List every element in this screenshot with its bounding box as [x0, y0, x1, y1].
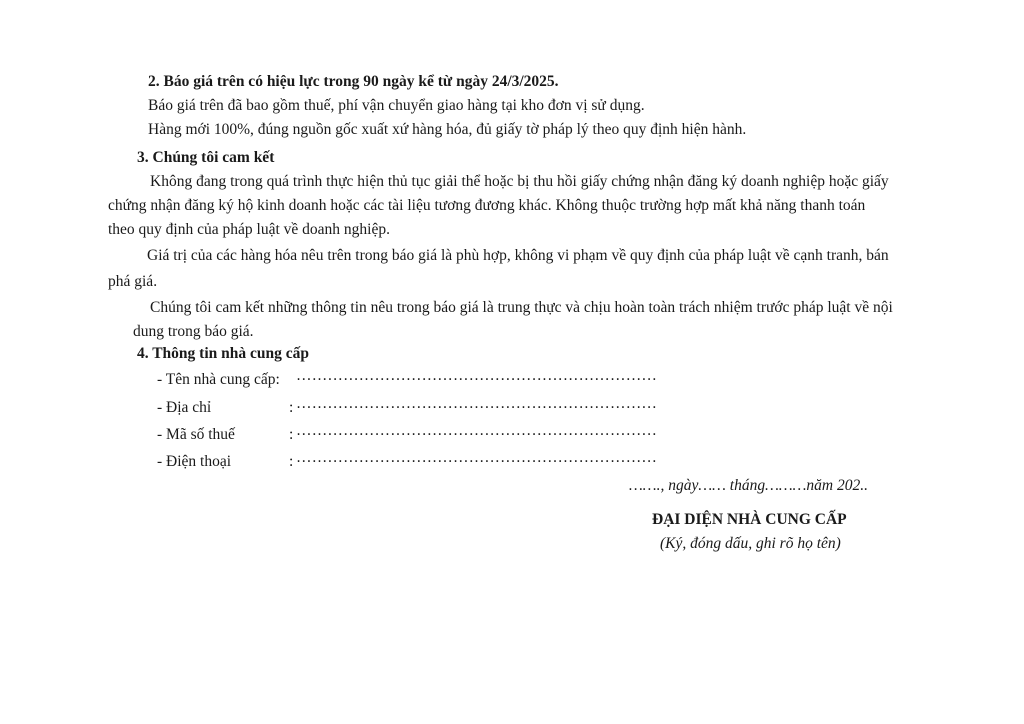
section-2-line-2: Hàng mới 100%, đúng nguồn gốc xuất xứ hàng hóa, đủ giấy tờ pháp lý theo quy định hiện hành.	[148, 121, 747, 138]
section-3-paragraph-1-line-2: chứng nhận đăng ký hộ kinh doanh hoặc các tài liệu tương đương khác. Không thuộc trường hợp mất khả năng thanh toán	[108, 197, 866, 214]
supplier-name-label: - Tên nhà cung cấp:	[157, 371, 280, 388]
phone-colon: :	[289, 453, 294, 470]
section-2-line-1: Báo giá trên đã bao gồm thuế, phí vận chuyển giao hàng tại kho đơn vị sử dụng.	[148, 97, 645, 114]
phone-blank: ……………………………………………………………	[296, 449, 658, 466]
signature-date-line: ……., ngày…… tháng………năm 202..	[629, 477, 868, 494]
signature-note: (Ký, đóng dấu, ghi rõ họ tên)	[660, 535, 841, 552]
supplier-name-blank: ……………………………………………………………	[296, 367, 658, 384]
tax-code-blank: ……………………………………………………………	[296, 422, 658, 439]
tax-code-colon: :	[289, 426, 294, 443]
section-2-heading: 2. Báo giá trên có hiệu lực trong 90 ngày kể từ ngày 24/3/2025.	[148, 73, 559, 90]
phone-label: - Điện thoại	[157, 453, 232, 470]
section-3-paragraph-1-line-1: Không đang trong quá trình thực hiện thủ tục giải thể hoặc bị thu hồi giấy chứng nhận đăng ký doanh nghiệp hoặc giấy	[150, 173, 889, 190]
section-3-paragraph-2-line-2: phá giá.	[108, 273, 158, 290]
tax-code-label: - Mã số thuế	[157, 426, 235, 443]
section-4-heading: 4. Thông tin nhà cung cấp	[137, 345, 309, 362]
section-3-paragraph-2-line-1: Giá trị của các hàng hóa nêu trên trong báo giá là phù hợp, không vi phạm về quy định của pháp luật về cạnh tranh, bán	[147, 247, 889, 264]
signature-title: ĐẠI DIỆN NHÀ CUNG CẤP	[652, 511, 847, 528]
section-3-heading: 3. Chúng tôi cam kết	[137, 149, 275, 166]
address-blank: ……………………………………………………………	[296, 395, 658, 412]
address-label: - Địa chỉ	[157, 399, 212, 416]
section-3-paragraph-3-line-2: dung trong báo giá.	[133, 323, 254, 340]
section-3-paragraph-1-line-3: theo quy định của pháp luật về doanh nghiệp.	[108, 221, 390, 238]
section-3-paragraph-3-line-1: Chúng tôi cam kết những thông tin nêu trong báo giá là trung thực và chịu hoàn toàn trách nhiệm trước pháp luật về nội	[150, 299, 893, 316]
address-colon: :	[289, 399, 294, 416]
